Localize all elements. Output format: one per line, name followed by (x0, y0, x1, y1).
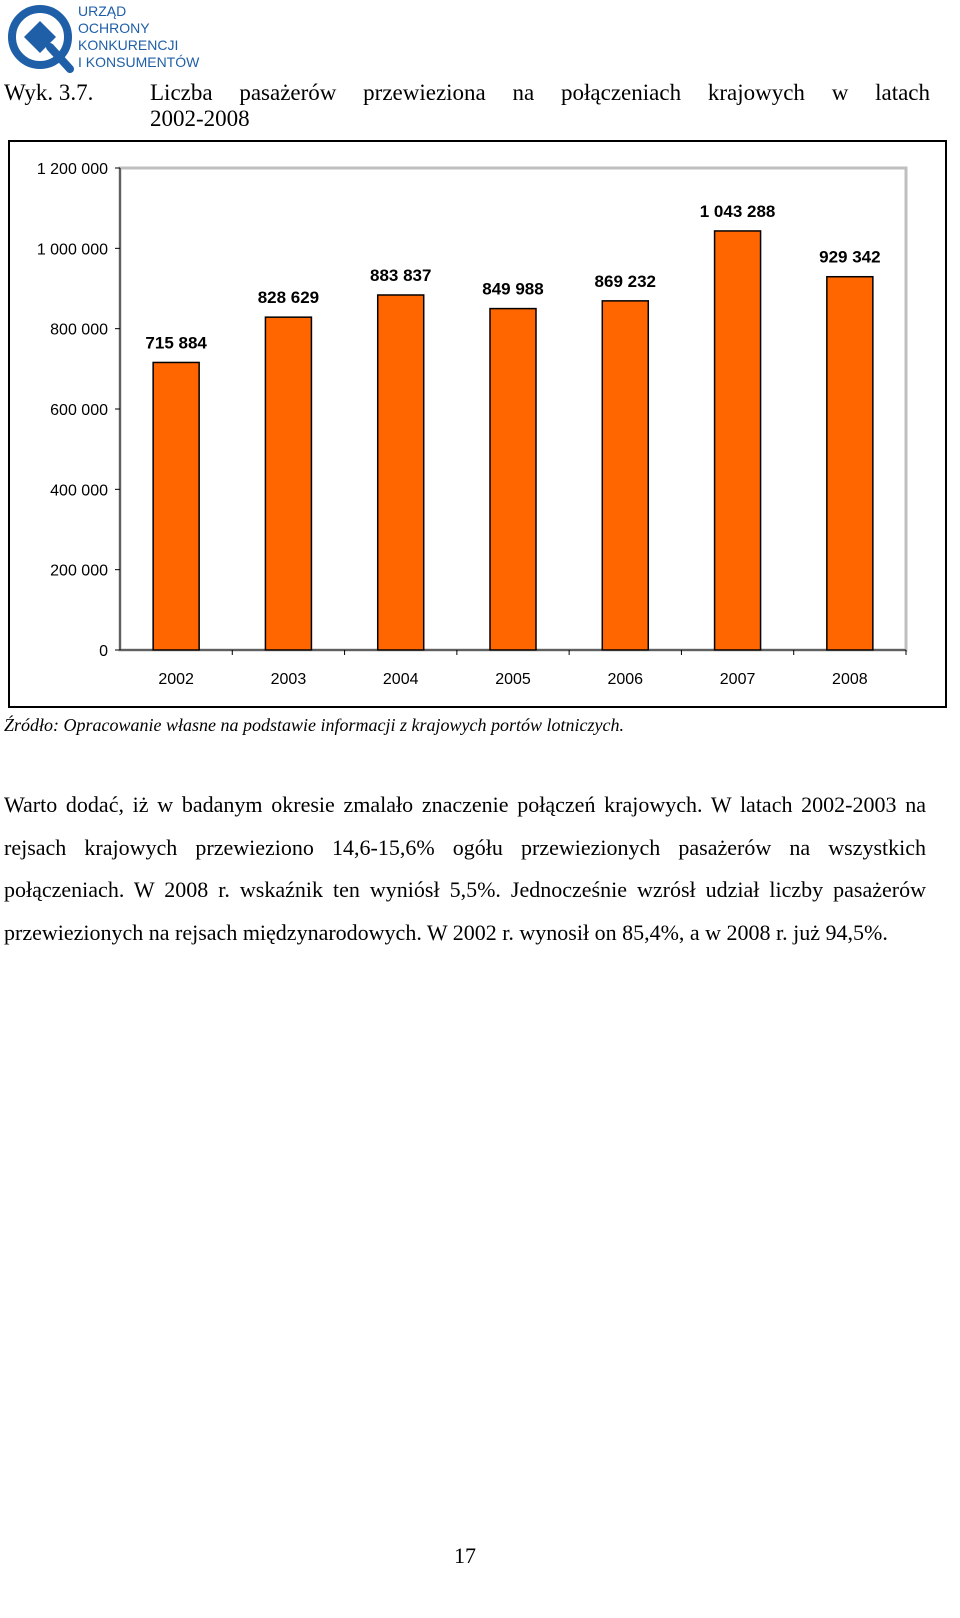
figure-label: Wyk. 3.7. (4, 80, 94, 105)
bar (715, 231, 761, 650)
body-paragraph: Warto dodać, iż w badanym okresie zmalało znaczenie połączeń krajowych. W latach 2002-2003 na rejsach krajowych przewieziono 14,6-15,6% ogółu przewiezionych pasażerów na wszystkich połączeniach. W 2008 r. wskaźnik ten wyniósł 5,5%. Jednocześnie wzrósł udział liczby pasażerów przewiezionych na rejsach międzynarodowych. W 2002 r. wynosił on 85,4%, a w 2008 r. już 94,5%. (4, 792, 926, 945)
bar (490, 309, 536, 650)
uokik-logo (6, 3, 216, 73)
bar (265, 317, 311, 650)
y-tick-label: 600 000 (50, 402, 108, 419)
logo-line: OCHRONY (78, 20, 150, 36)
x-tick-label: 2002 (158, 671, 194, 688)
logo-line: URZĄD (78, 3, 127, 19)
logo-line: KONKURENCJI (78, 37, 179, 53)
x-tick-label: 2005 (495, 671, 531, 688)
x-tick-label: 2004 (382, 671, 419, 688)
source-note: Źródło: Opracowanie własne na podstawie informacji z krajowych portów lotniczych. (4, 715, 624, 735)
data-label: 849 988 (482, 279, 544, 299)
y-tick-label: 200 000 (50, 562, 108, 580)
x-tick-label: 2003 (270, 671, 307, 688)
bar (153, 362, 199, 650)
logo-line: I KONSUMENTÓW (78, 54, 200, 70)
bar-chart (8, 140, 948, 710)
figure-title: Liczba pasażerów przewieziona na połączeniach krajowych w latach (150, 80, 930, 105)
x-tick-label: 2006 (607, 671, 644, 688)
page-number: 17 (454, 1543, 476, 1568)
y-tick-label: 1 000 000 (36, 241, 108, 259)
data-label: 1 043 288 (699, 201, 776, 221)
data-label: 883 837 (369, 265, 432, 285)
x-tick-label: 2008 (832, 671, 868, 688)
y-tick-label: 400 000 (50, 482, 108, 500)
bar (378, 295, 424, 650)
y-tick-label: 800 000 (50, 321, 108, 339)
data-label: 715 884 (145, 333, 207, 353)
logo-text (78, 3, 199, 71)
y-tick-label: 1 200 000 (36, 161, 108, 178)
figure-title-line2: 2002-2008 (150, 106, 250, 131)
bar (602, 301, 648, 650)
y-tick-label: 0 (99, 643, 108, 660)
data-label: 929 342 (819, 247, 881, 267)
bar (827, 277, 873, 650)
x-tick-label: 2007 (719, 671, 756, 688)
data-label: 869 232 (594, 271, 657, 291)
logo-emblem-icon (6, 3, 76, 73)
data-label: 828 629 (257, 288, 320, 308)
